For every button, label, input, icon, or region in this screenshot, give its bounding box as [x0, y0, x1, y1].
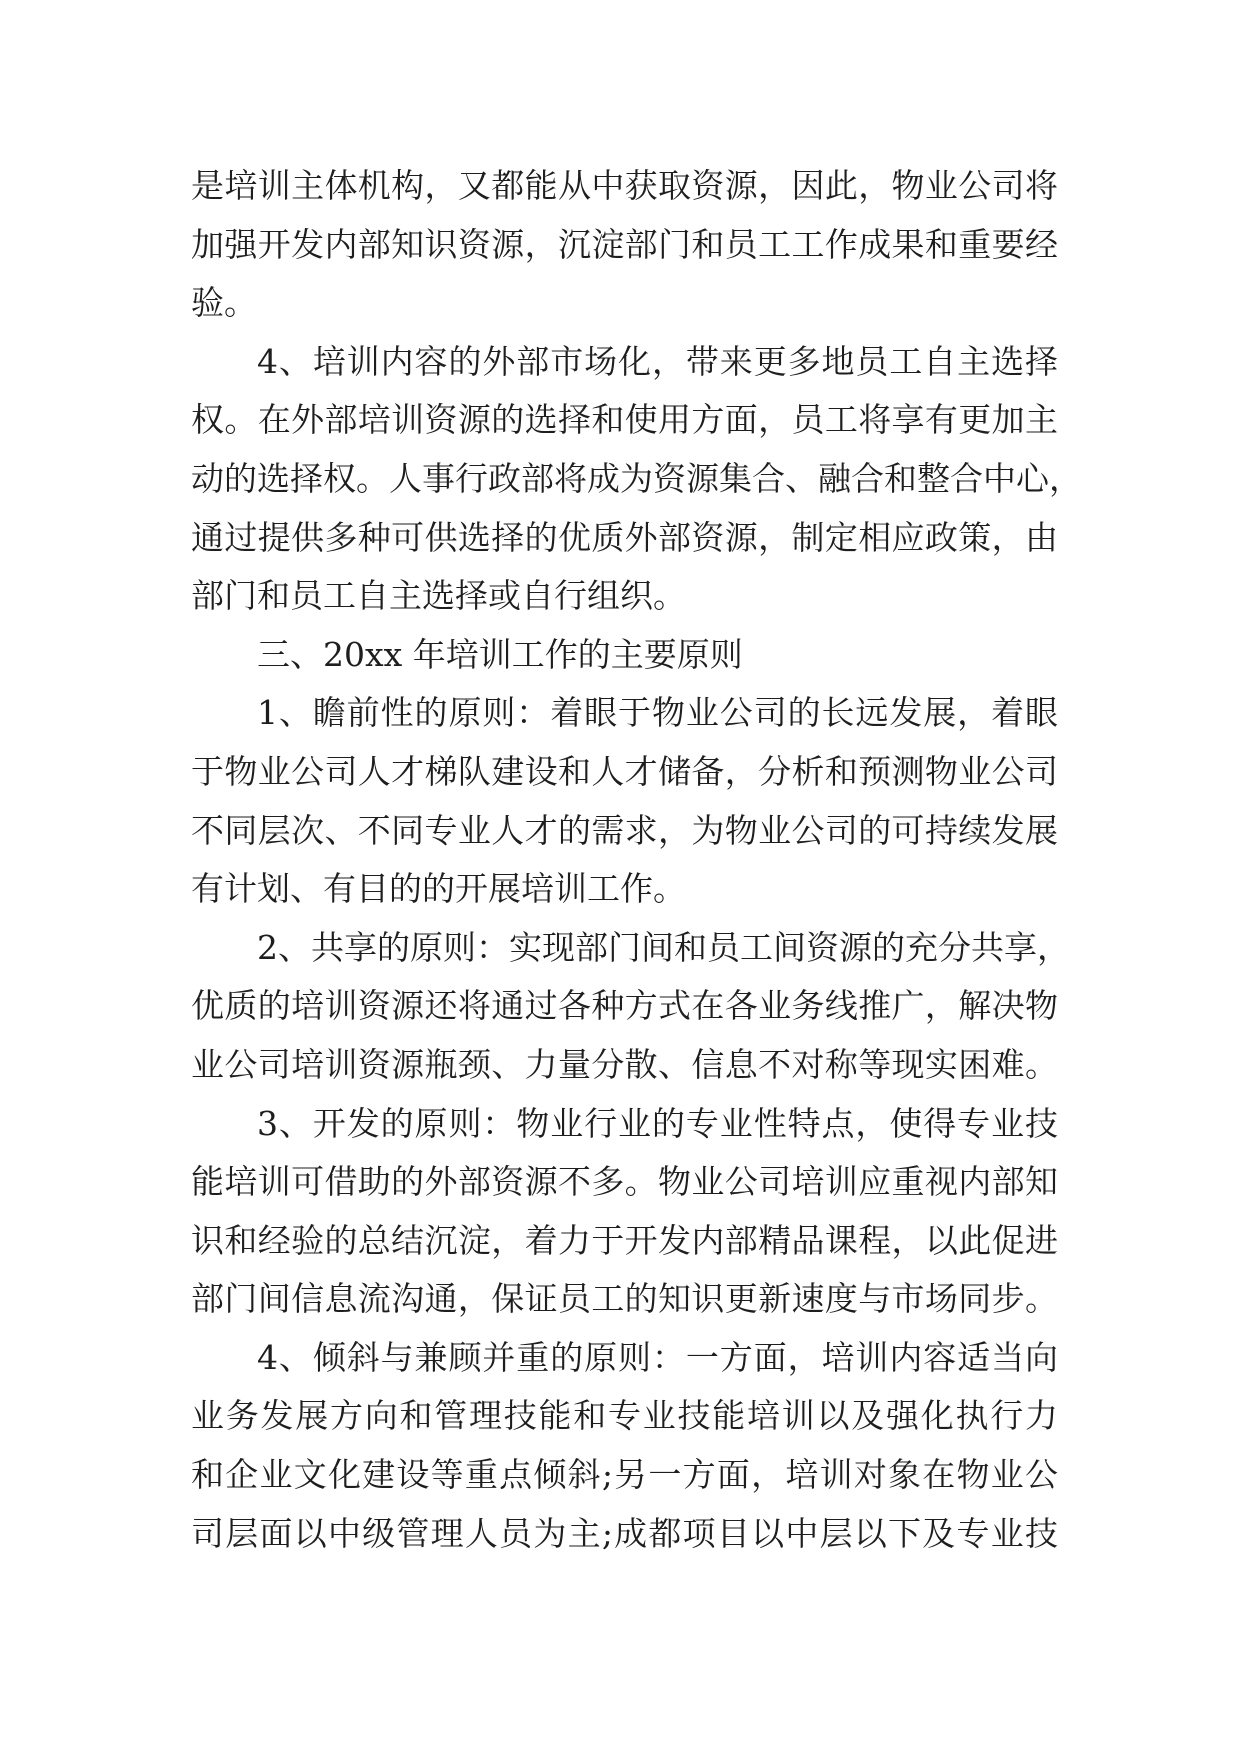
text-line: 动的选择权。人事行政部将成为资源集合、融合和整合中心，	[191, 458, 1082, 498]
paragraph	[191, 1095, 1058, 1329]
document-body	[191, 157, 1082, 1563]
text-line: 加强开发内部知识资源，沉淀部门和员工工作成果和重要经	[191, 224, 1058, 264]
text-line: 权。在外部培训资源的选择和使用方面，员工将享有更加主	[191, 400, 1058, 440]
paragraph	[191, 1329, 1058, 1563]
text-line: 识和经验的总结沉淀，着力于开发内部精品课程，以此促进	[191, 1220, 1058, 1260]
text-line: 是培训主体机构，又都能从中获取资源，因此，物业公司将	[191, 166, 1058, 205]
text-line: 1、瞻前性的原则：着眼于物业公司的长远发展，着眼	[257, 693, 1058, 733]
text-line: 2、共享的原则：实现部门间和员工间资源的充分共享，	[257, 927, 1070, 967]
text-line: 通过提供多种可供选择的优质外部资源，制定相应政策，由	[191, 517, 1058, 557]
text-line: 有计划、有目的的开展培训工作。	[191, 869, 686, 909]
section-heading-text: 三、20xx 年培训工作的主要原则	[257, 634, 743, 674]
text-line: 优质的培训资源还将通过各种方式在各业务线推广，解决物	[191, 986, 1058, 1026]
text-line: 部门和员工自主选择或自行组织。	[191, 576, 686, 616]
text-line: 部门间信息流沟通，保证员工的知识更新速度与市场同步。	[191, 1279, 1058, 1319]
text-line: 不同层次、不同专业人才的需求，为物业公司的可持续发展	[191, 810, 1058, 850]
paragraph	[191, 684, 1058, 918]
paragraph	[191, 919, 1070, 1095]
text-line: 于物业公司人才梯队建设和人才储备，分析和预测物业公司	[191, 751, 1058, 791]
text-line: 能培训可借助的外部资源不多。物业公司培训应重视内部知	[191, 1162, 1058, 1202]
text-line: 司层面以中级管理人员为主;成都项目以中层以下及专业技	[191, 1513, 1058, 1553]
text-line: 4、倾斜与兼顾并重的原则：一方面，培训内容适当向	[257, 1337, 1058, 1377]
paragraph	[191, 157, 1058, 333]
text-line: 业务发展方向和管理技能和专业技能培训以及强化执行力	[191, 1396, 1058, 1436]
text-line: 4、培训内容的外部市场化，带来更多地员工自主选择	[257, 341, 1058, 381]
text-line: 3、开发的原则：物业行业的专业性特点，使得专业技	[257, 1103, 1058, 1143]
text-line: 和企业文化建设等重点倾斜;另一方面，培训对象在物业公	[191, 1455, 1058, 1495]
text-line: 业公司培训资源瓶颈、力量分散、信息不对称等现实困难。	[191, 1044, 1058, 1084]
section-heading	[191, 626, 1058, 685]
text-line: 验。	[191, 283, 257, 323]
paragraph	[191, 333, 1082, 626]
